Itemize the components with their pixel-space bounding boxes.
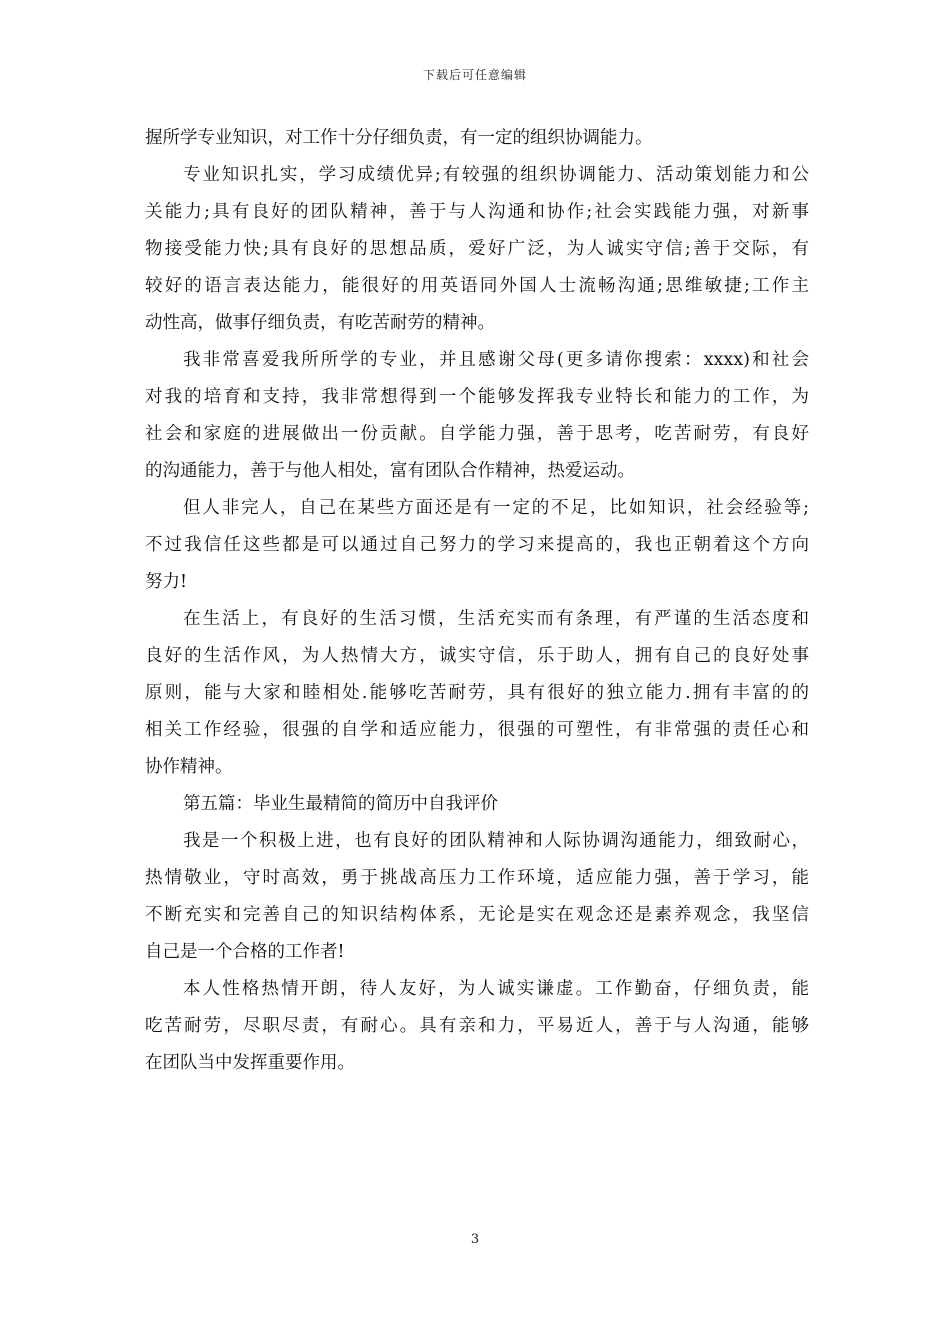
header-note: 下载后可任意编辑: [422, 68, 527, 82]
text-line: 握所学专业知识，对工作十分仔细负责，有一定的组织协调能力。: [145, 128, 653, 148]
text-line: 社会和家庭的进展做出一份贡献。自学能力强，善于思考，吃苦耐劳，有良好: [145, 424, 809, 444]
text-line: 不过我信任这些都是可以通过自己努力的学习来提高的，我也正朝着这个方向: [145, 535, 809, 555]
text-line: 原则，能与大家和睦相处.能够吃苦耐劳，具有很好的独立能力.拥有丰富的的: [145, 683, 809, 703]
text-line: 的沟通能力，善于与他人相处，富有团队合作精神，热爱运动。: [145, 461, 635, 481]
paragraph-first-line: 我是一个积极上进，也有良好的团队精神和人际协调沟通能力，细致耐心，: [183, 831, 809, 851]
text-line: 对我的培育和支持，我非常想得到一个能够发挥我专业特长和能力的工作，为: [145, 387, 809, 407]
text-line: 吃苦耐劳，尽职尽责，有耐心。具有亲和力，平易近人，善于与人沟通，能够: [145, 1016, 809, 1036]
text-line: 物接受能力快;具有良好的思想品质，爱好广泛，为人诚实守信;善于交际，有: [145, 239, 809, 259]
text-line: 协作精神。: [145, 757, 233, 777]
paragraph-first-line: 本人性格热情开朗，待人友好，为人诚实谦虚。工作勤奋，仔细负责，能: [183, 979, 809, 999]
text-line: 良好的生活作风，为人热情大方，诚实守信，乐于助人，拥有自己的良好处事: [145, 646, 809, 666]
text-line: 在团队当中发挥重要作用。: [145, 1053, 355, 1073]
paragraph-first-line: 我非常喜爱我所所学的专业，并且感谢父母(更多请你搜索：xxxx)和社会: [183, 350, 809, 370]
text-line: 努力!: [145, 572, 188, 592]
paragraph-first-line: 在生活上，有良好的生活习惯，生活充实而有条理，有严谨的生活态度和: [183, 609, 809, 629]
document-body: [145, 120, 809, 1082]
text-line: 自己是一个合格的工作者!: [145, 942, 345, 962]
page-number: 3: [470, 1232, 480, 1247]
paragraph-first-line: 专业知识扎实，学习成绩优异;有较强的组织协调能力、活动策划能力和公: [183, 165, 809, 185]
text-line: 不断充实和完善自己的知识结构体系，无论是实在观念还是素养观念，我坚信: [145, 905, 809, 925]
paragraph-first-line: 但人非完人，自己在某些方面还是有一定的不足，比如知识，社会经验等;: [183, 498, 809, 518]
text-line: 较好的语言表达能力，能很好的用英语同外国人士流畅沟通;思维敏捷;工作主: [145, 276, 809, 296]
text-line: 相关工作经验，很强的自学和适应能力，很强的可塑性，有非常强的责任心和: [145, 720, 809, 740]
paragraph-first-line: 第五篇：毕业生最精简的简历中自我评价: [183, 794, 498, 814]
text-line: 关能力;具有良好的团队精神，善于与人沟通和协作;社会实践能力强，对新事: [145, 202, 809, 222]
text-line: 动性高，做事仔细负责，有吃苦耐劳的精神。: [145, 313, 495, 333]
text-line: 热情敬业，守时高效，勇于挑战高压力工作环境，适应能力强，善于学习，能: [145, 868, 809, 888]
